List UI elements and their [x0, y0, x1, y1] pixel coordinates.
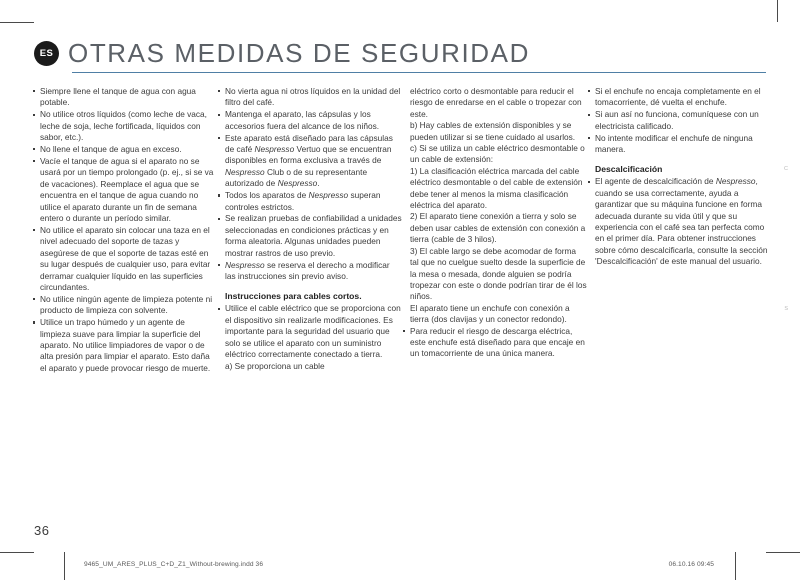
column-4: [587, 86, 772, 526]
crop-mark-bottom-right: [766, 552, 800, 553]
column-1: [32, 86, 217, 526]
footer-file-name: 9465_UM_ARES_PLUS_C+D_Z1_Without-brewing.indd 36: [84, 561, 264, 568]
bullet-list: [402, 326, 587, 360]
list-item: Mantenga el aparato, las cápsulas y los accesorios fuera del alcance de los niños.: [217, 109, 402, 132]
paragraph: a) Se proporciona un cable: [225, 360, 325, 371]
list-item: No intente modificar el enchufe de ninguna manera.: [587, 133, 772, 156]
crop-mark-bottom-right-vertical: [735, 552, 736, 580]
footer-timestamp: 06.10.16 09:45: [668, 561, 714, 568]
text-columns: [32, 86, 780, 526]
list-item: Este aparato está diseñado para las cápsulas de café Nespresso Vertuo que se encuentran disponibles en forma exclusiva a través de Nespresso Club o de su representante autorizado de Nespresso.: [217, 133, 402, 190]
bullet-list: [32, 86, 217, 374]
column-3: [402, 86, 587, 526]
paragraph: 3) El cable largo se debe acomodar de forma tal que no cuelgue suelto desde la superficie de la mesa o mesada, donde alguien se podría tropezar con este o donde podrían tirar de él los niños.: [410, 245, 587, 302]
crop-mark-top-left: [0, 22, 34, 23]
bullet-list: [587, 176, 772, 267]
crop-mark-bottom-left-vertical: [64, 552, 65, 580]
bullet-list: [587, 86, 772, 155]
bullet-list: [217, 303, 402, 360]
section-heading: Descalcificación: [595, 164, 663, 175]
paragraph: b) Hay cables de extensión disponibles y se pueden utilizar si se tiene cuidado al usarlos.: [410, 120, 576, 142]
list-item: Si el enchufe no encaja completamente en el tomacorriente, dé vuelta el enchufe.: [587, 86, 772, 109]
page-title: OTRAS MEDIDAS DE SEGURIDAD: [68, 38, 530, 68]
edge-registration-mark-bottom: S: [784, 306, 788, 312]
list-item: No utilice ningún agente de limpieza potente ni producto de limpieza con solvente.: [32, 294, 217, 317]
section-heading: Instrucciones para cables cortos.: [225, 291, 362, 302]
title-underline-rule: [72, 72, 766, 73]
paragraph: 1) La clasificación eléctrica marcada del cable eléctrico desmontable o del cable de extensión debe tener al menos la misma clasificación eléctrica del aparato.: [410, 165, 583, 211]
list-item: No utilice otros líquidos (como leche de vaca, leche de soja, leche fortificada, líquidos con sabor, etc.).: [32, 109, 217, 143]
column-2: [217, 86, 402, 526]
edge-registration-mark-top: C: [784, 166, 788, 172]
list-item: No llene el tanque de agua en exceso.: [32, 144, 217, 155]
list-item: Nespresso se reserva el derecho a modificar las instrucciones sin previo aviso.: [217, 260, 402, 283]
bullet-list: [217, 86, 402, 282]
page-number: 36: [34, 523, 50, 538]
page-header: [34, 40, 766, 66]
list-item: Vacíe el tanque de agua si el aparato no se usará por un tiempo prolongado (p. ej., si se va de vacaciones). Reemplace el agua que se encuentra en el tanque de agua cuando no utilice el aparato durante un fin de semana entero o durante un período similar.: [32, 156, 217, 224]
language-badge: ES: [34, 41, 59, 66]
paragraph: 2) El aparato tiene conexión a tierra y solo se deben usar cables de extensión con conexión a tierra (cable de 3 hilos).: [410, 211, 586, 245]
list-item: Para reducir el riesgo de descarga eléctrica, este enchufe está diseñado para que encaje en un tomacorriente de una única manera.: [402, 326, 587, 360]
list-item: No vierta agua ni otros líquidos en la unidad del filtro del café.: [217, 86, 402, 109]
list-item: El agente de descalcificación de Nespresso, cuando se usa correctamente, ayuda a garantizar que su máquina funcione en forma adecuada durante su vida útil y que su experiencia con el café sea tan perfecta como en el primer día. Para obtener instrucciones sobre cómo descalcificarla, consulte la sección 'Descalcificación' de este manual del usuario.: [587, 176, 772, 267]
paragraph: eléctrico corto o desmontable para reducir el riesgo de enredarse en el cable o tropezar con este.: [410, 86, 582, 119]
list-item: No utilice el aparato sin colocar una taza en el nivel adecuado del soporte de tazas y asegúrese de que el soporte de tazas esté en su lugar después de cualquier uso, para evitar derramar cualquier líquido en las superficies circundantes.: [32, 225, 217, 293]
list-item: Utilice el cable eléctrico que se proporciona con el dispositivo sin realizarle modificaciones. Es importante para la seguridad del usuario que solo se utilice el aparato con un suministro eléctrico correctamente conectado a tierra.: [217, 303, 402, 360]
paragraph: El aparato tiene un enchufe con conexión a tierra (dos clavijas y un conector redondo).: [410, 302, 570, 325]
list-item: Se realizan pruebas de confiabilidad a unidades seleccionadas en condiciones prácticas y en forma aleatoria. Algunas unidades pueden mostrar rastros de uso previo.: [217, 213, 402, 259]
list-item: Siempre llene el tanque de agua con agua potable.: [32, 86, 217, 109]
list-item: Utilice un trapo húmedo y un agente de limpieza suave para limpiar la superficie del aparato. No utilice limpiadores de vapor o de alta presión para limpiar el aparato. Esto daña el aparato y puede provocar riesgo de muerte.: [32, 317, 217, 374]
crop-mark-top-right: [777, 0, 778, 22]
list-item: Todos los aparatos de Nespresso superan controles estrictos.: [217, 190, 402, 213]
crop-mark-bottom-left: [0, 552, 34, 553]
list-item: Si aun así no funciona, comuníquese con un electricista calificado.: [587, 109, 772, 132]
paragraph: c) Si se utiliza un cable eléctrico desmontable o un cable de extensión:: [410, 143, 585, 165]
